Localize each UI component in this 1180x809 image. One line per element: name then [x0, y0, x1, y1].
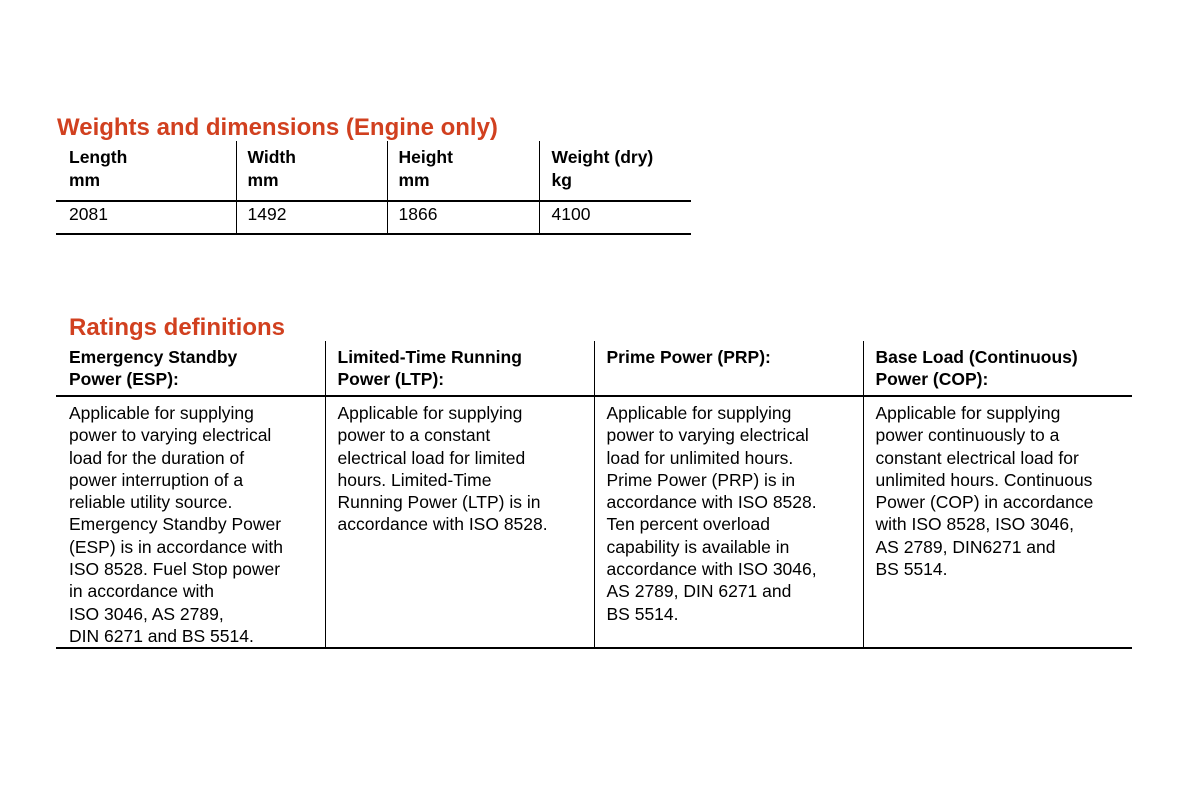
definition-cop-line: unlimited hours. Continuous: [875, 469, 1093, 490]
weights-dimensions-table: [56, 141, 691, 235]
definition-esp-line: Applicable for supplying: [69, 403, 254, 423]
header-esp-line: Power (ESP):: [69, 369, 179, 390]
header-width-name: Width: [247, 147, 296, 167]
value-height: 1866: [387, 201, 539, 234]
header-length-unit: mm: [69, 170, 101, 190]
definition-cop-line: with ISO 8528, ISO 3046,: [875, 514, 1074, 535]
weights-value-row: [56, 201, 691, 234]
definition-esp-line: load for the duration of: [69, 447, 245, 468]
definition-prp-line: capability is available in: [606, 536, 790, 557]
header-ltp-line: Power (LTP):: [337, 369, 445, 390]
definition-ltp-line: hours. Limited-Time: [337, 469, 492, 490]
definition-cop-line: constant electrical load for: [875, 447, 1079, 468]
definition-prp-line: Prime Power (PRP) is in: [606, 469, 796, 490]
definition-prp-line: accordance with ISO 8528.: [606, 492, 817, 513]
header-height-unit: mm: [398, 170, 430, 190]
header-width-unit: mm: [247, 170, 279, 190]
header-prp-line: Prime Power (PRP):: [606, 347, 771, 367]
ratings-header-row: [56, 341, 1132, 396]
header-cop-line: Power (COP):: [875, 369, 989, 390]
definition-cop-line: power continuously to a: [875, 425, 1060, 446]
ratings-definitions-table: [56, 341, 1132, 649]
header-weight-name: Weight (dry): [551, 147, 654, 167]
definition-ltp: [325, 396, 594, 648]
definition-ltp-line: accordance with ISO 8528.: [337, 514, 548, 535]
definition-prp-line: load for unlimited hours.: [606, 447, 794, 468]
definition-cop-line: Power (COP) in accordance: [875, 492, 1094, 513]
definition-esp-line: Emergency Standby Power: [69, 514, 282, 535]
header-cop: [863, 341, 1132, 396]
definition-ltp-line: power to a constant: [337, 425, 491, 446]
weights-dimensions-title: Weights and dimensions (Engine only): [57, 114, 498, 141]
definition-prp-line: accordance with ISO 3046,: [606, 559, 817, 580]
header-weight-unit: kg: [551, 170, 572, 190]
definition-esp-line: power interruption of a: [69, 469, 244, 490]
header-cop-line: Base Load (Continuous): [875, 347, 1078, 367]
definition-cop-line: Applicable for supplying: [875, 403, 1061, 423]
definition-esp-line: (ESP) is in accordance with: [69, 536, 283, 557]
ratings-definitions-title: Ratings definitions: [69, 314, 285, 341]
definition-esp-line: power to varying electrical: [69, 425, 272, 446]
value-weight: 4100: [539, 201, 691, 234]
header-width: [236, 141, 387, 201]
value-length: 2081: [56, 201, 236, 234]
header-ltp: [325, 341, 594, 396]
definition-prp-line: BS 5514.: [606, 603, 679, 624]
definition-ltp-line: electrical load for limited: [337, 447, 526, 468]
weights-header-row: [56, 141, 691, 201]
definition-ltp-line: Applicable for supplying: [337, 403, 523, 423]
definition-esp: [56, 396, 325, 648]
header-height-name: Height: [398, 147, 453, 167]
definition-prp-line: AS 2789, DIN 6271 and: [606, 581, 792, 602]
definition-prp-line: Ten percent overload: [606, 514, 770, 535]
definition-esp-line: reliable utility source.: [69, 492, 233, 513]
definition-cop: [863, 396, 1132, 648]
definition-cop-line: BS 5514.: [875, 559, 948, 580]
header-weight: [539, 141, 691, 201]
definition-esp-line: ISO 3046, AS 2789,: [69, 603, 224, 624]
header-ltp-line: Limited-Time Running: [337, 347, 522, 367]
header-length: [56, 141, 236, 201]
header-length-name: Length: [69, 147, 128, 167]
definition-prp-line: Applicable for supplying: [606, 403, 792, 423]
definition-esp-line: in accordance with: [69, 581, 214, 602]
definition-esp-line: DIN 6271 and BS 5514.: [69, 625, 254, 646]
value-width: 1492: [236, 201, 387, 234]
ratings-body-row: [56, 396, 1132, 648]
header-prp: [594, 341, 863, 396]
definition-cop-line: AS 2789, DIN6271 and: [875, 536, 1056, 557]
definition-esp-line: ISO 8528. Fuel Stop power: [69, 559, 281, 580]
definition-prp-line: power to varying electrical: [606, 425, 809, 446]
header-height: [387, 141, 539, 201]
definition-ltp-line: Running Power (LTP) is in: [337, 492, 541, 513]
definition-prp: [594, 396, 863, 648]
header-esp-line: Emergency Standby: [69, 347, 238, 367]
header-esp: [56, 341, 325, 396]
